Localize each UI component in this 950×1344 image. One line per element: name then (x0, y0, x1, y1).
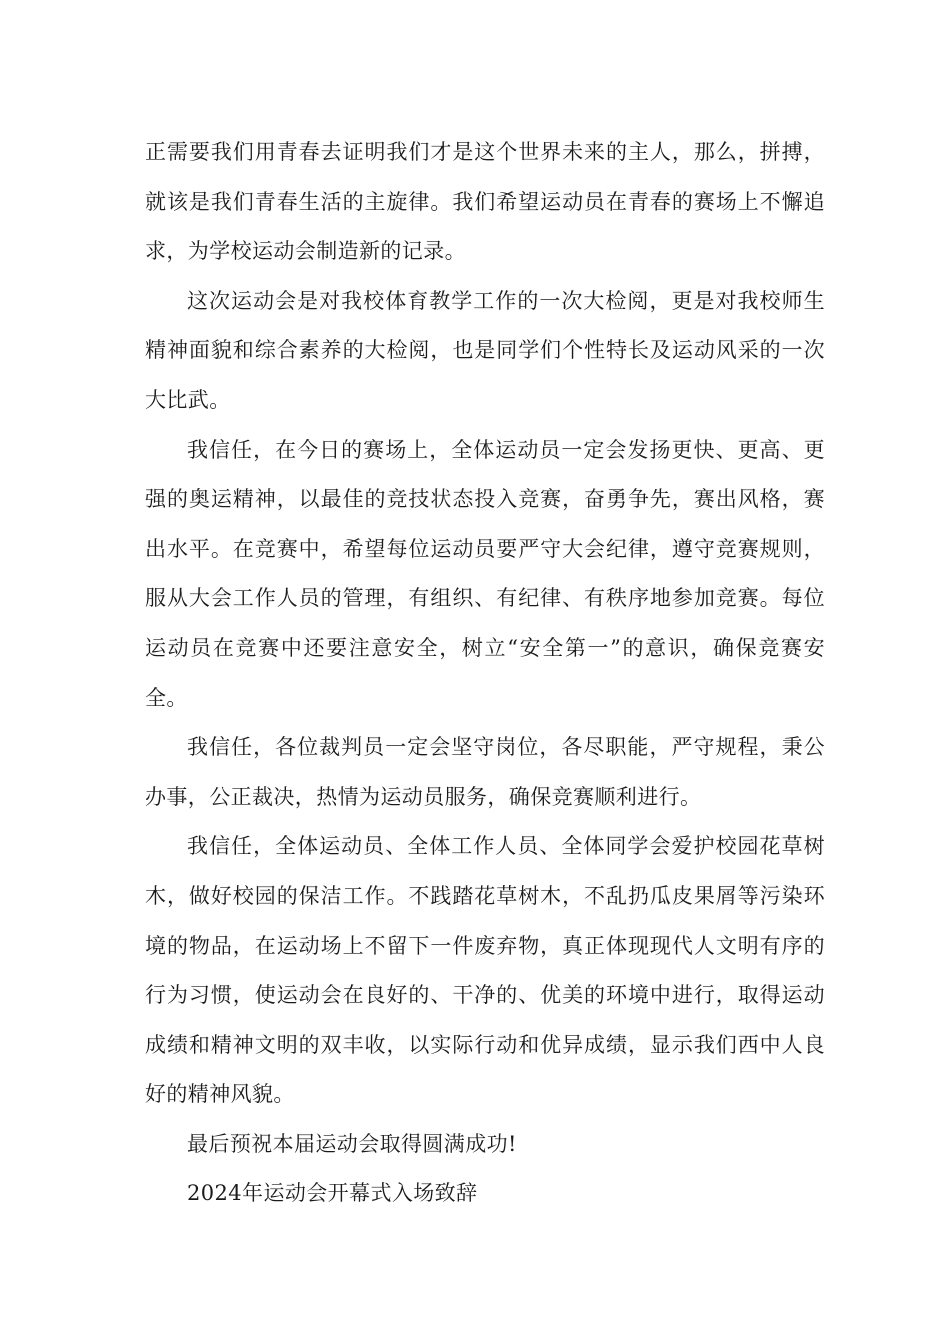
paragraph-continuation: 正需要我们用青春去证明我们才是这个世界未来的主人，那么，拼搏，就该是我们青春生活的主旋律。我们希望运动员在青春的赛场上不懈追求，为学校运动会制造新的记录。 (145, 140, 825, 264)
paragraph-sports-meet-review: 这次运动会是对我校体育教学工作的一次大检阅，更是对我校师生精神面貌和综合素养的大检阅，也是同学们个性特长及运动风采的一次大比武。 (145, 288, 825, 412)
document-body (145, 128, 825, 1219)
paragraph-next-title: 2024年运动会开幕式入场致辞 (187, 1181, 478, 1206)
paragraph-referees-trust: 我信任，各位裁判员一定会坚守岗位，各尽职能，严守规程，秉公办事，公正裁决，热情为运动员服务，确保竞赛顺利进行。 (145, 735, 825, 809)
paragraph-campus-environment: 我信任，全体运动员、全体工作人员、全体同学会爱护校园花草树木，做好校园的保洁工作。不践踏花草树木，不乱扔瓜皮果屑等污染环境的物品，在运动场上不留下一件废弃物，真正体现现代人文明有序的行为习惯，使运动会在良好的、干净的、优美的环境中进行，取得运动成绩和精神文明的双丰收，以实际行动和优异成绩，显示我们西中人良好的精神风貌。 (145, 834, 825, 1107)
paragraph-closing-wish: 最后预祝本届运动会取得圆满成功! (187, 1131, 517, 1156)
paragraph-athletes-trust: 我信任，在今日的赛场上，全体运动员一定会发扬更快、更高、更强的奥运精神，以最佳的竞技状态投入竞赛，奋勇争先，赛出风格，赛出水平。在竞赛中，希望每位运动员要严守大会纪律，遵守竞赛规则，服从大会工作人员的管理，有组织、有纪律、有秩序地参加竞赛。每位运动员在竞赛中还要注意安全，树立“安全第一”的意识，确保竞赛安全。 (145, 437, 825, 710)
